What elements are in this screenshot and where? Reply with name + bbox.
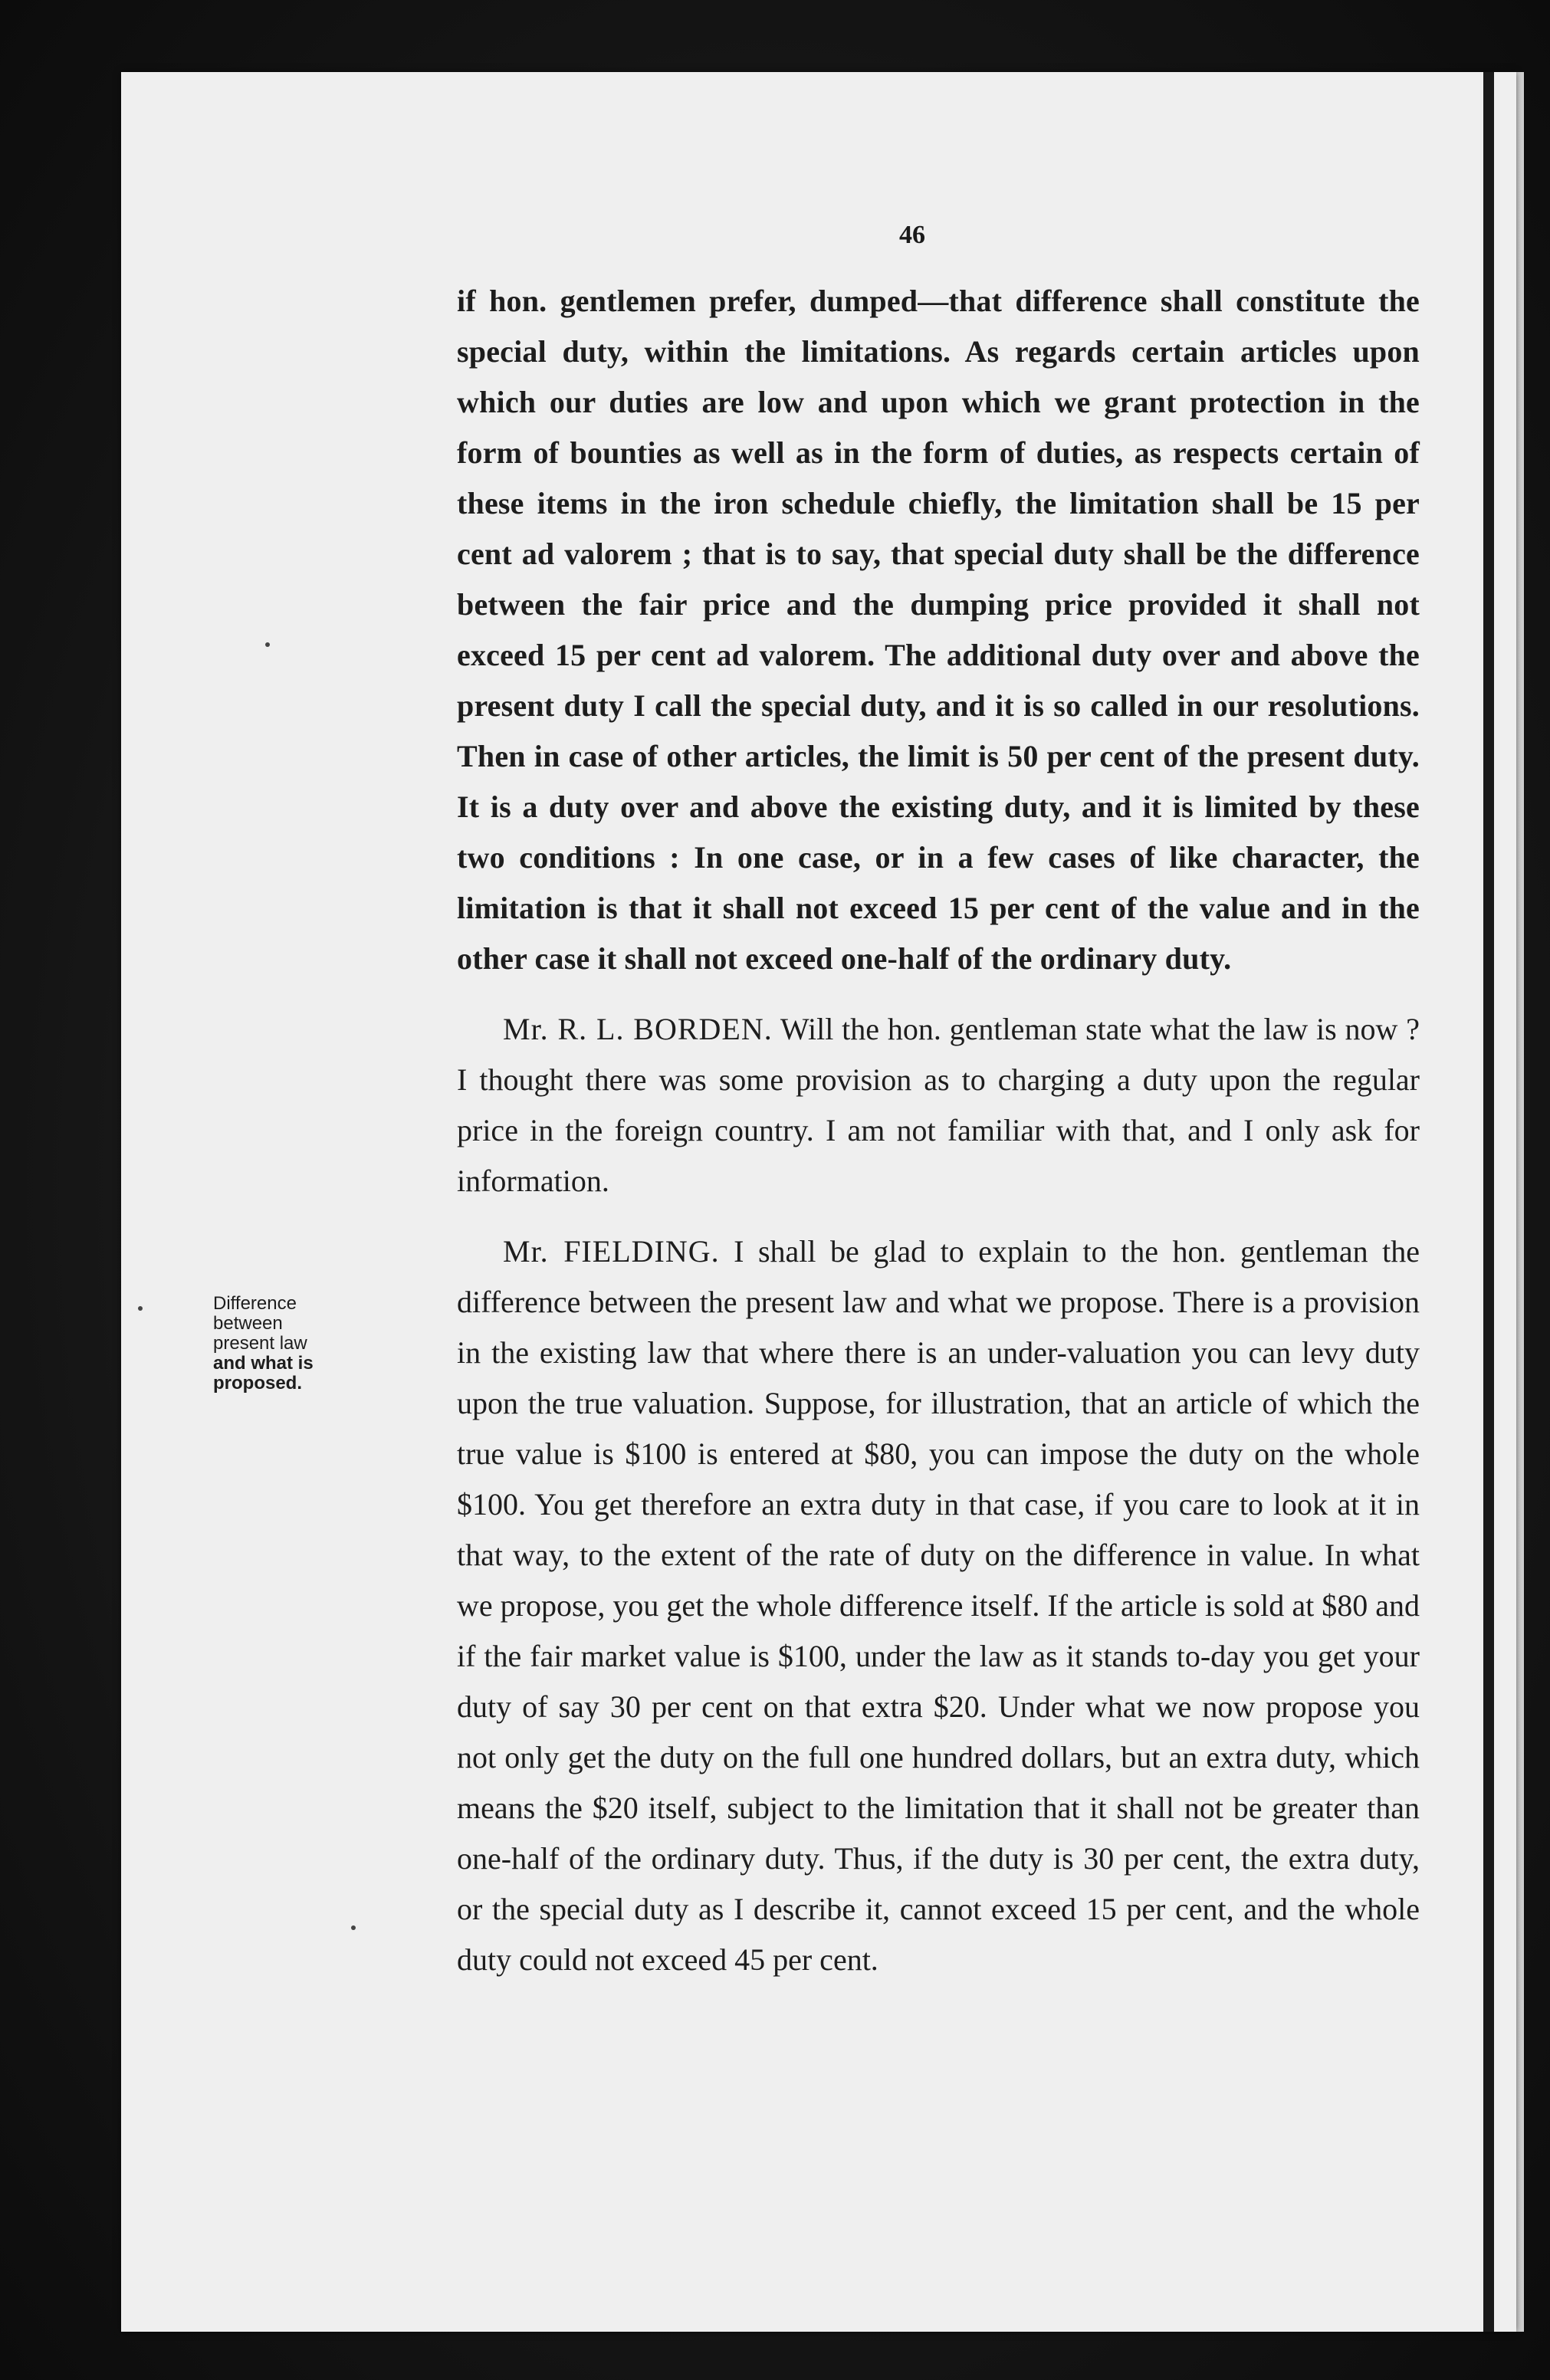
speck-mark xyxy=(265,642,270,647)
speaker-name: Mr. FIELDING. xyxy=(503,1234,720,1269)
margin-note-line: proposed. xyxy=(213,1373,303,1394)
paragraph-text: Will the hon. gentleman state what the law is now ? I thought there was some provision as to charging a duty upon the regular price in the foreign country. I am not familiar with that, and I only ask for information. xyxy=(457,1012,1420,1198)
paragraph-fielding xyxy=(457,1226,1420,1985)
speck-mark xyxy=(138,1306,143,1311)
paragraph-bold-lead: if hon. gentlemen prefer, dumped—that difference shall constitute the special duty, within the limitations. xyxy=(457,284,1420,369)
margin-note-line: between xyxy=(213,1313,283,1334)
paragraph-text: I shall be glad to explain to the hon. gentleman the difference between the present law and what we propose. There is a provision in the existing law that where there is an under-valuation you can levy duty upon the true valuation. Suppose, for illustration, that an article of which the true value is $100 is entered at $80, you can impose the duty on the whole $100. You get therefore an extra duty in that case, if you care to look at it in that way, to the extent of the rate of duty on the difference in value. In what we propose, you get the whole difference itself. If the article is sold at $80 and if the fair market value is $100, under the law as it stands to-day you get your duty of say 30 per cent on that extra $20. Under what we now propose you not only get the duty on the full one hundred dollars, but an extra duty, which means the $20 itself, subject to the limitation that it shall not be greater than one-half of the ordinary duty. Thus, if the duty is 30 per cent, the extra duty, or the special duty as I describe it, cannot exceed 15 per cent, and the whole duty could not exceed 45 per cent. xyxy=(457,1234,1420,1977)
binding-strip xyxy=(1483,72,1494,2332)
margin-note-line: Difference xyxy=(213,1293,297,1314)
paragraph-text: As regards certain articles upon which our duties are low and upon which we grant protection in the form of bounties as well as in the form of duties, as respects certain of these items in the iron schedule chiefly, the limitation shall be 15 per cent ad valorem ; that is to say, that special duty shall be the difference between the fair price and the dumping price provided it shall not exceed 15 per cent ad valorem. The additional duty over and above the present duty I call the special duty, and it is so called in our resolutions. Then in case of other articles, the limit is 50 per cent of the present duty. It is a duty over and above the existing duty, and it is limited by these two conditions : In one case, or in a few cases of like character, the limitation is that it shall not exceed 15 per cent of the value and in the other case it shall not exceed one-half of the ordinary duty. xyxy=(457,334,1420,976)
page-number: 46 xyxy=(899,221,925,249)
paragraph-borden xyxy=(457,1004,1420,1206)
paragraph-continuation xyxy=(457,276,1420,984)
margin-note-line: and what is xyxy=(213,1353,314,1374)
speaker-name: Mr. R. L. BORDEN. xyxy=(503,1012,773,1046)
margin-note-line: present law xyxy=(213,1333,307,1354)
speck-mark xyxy=(351,1925,356,1930)
margin-note xyxy=(213,1294,382,1394)
body-text xyxy=(457,276,1420,1985)
